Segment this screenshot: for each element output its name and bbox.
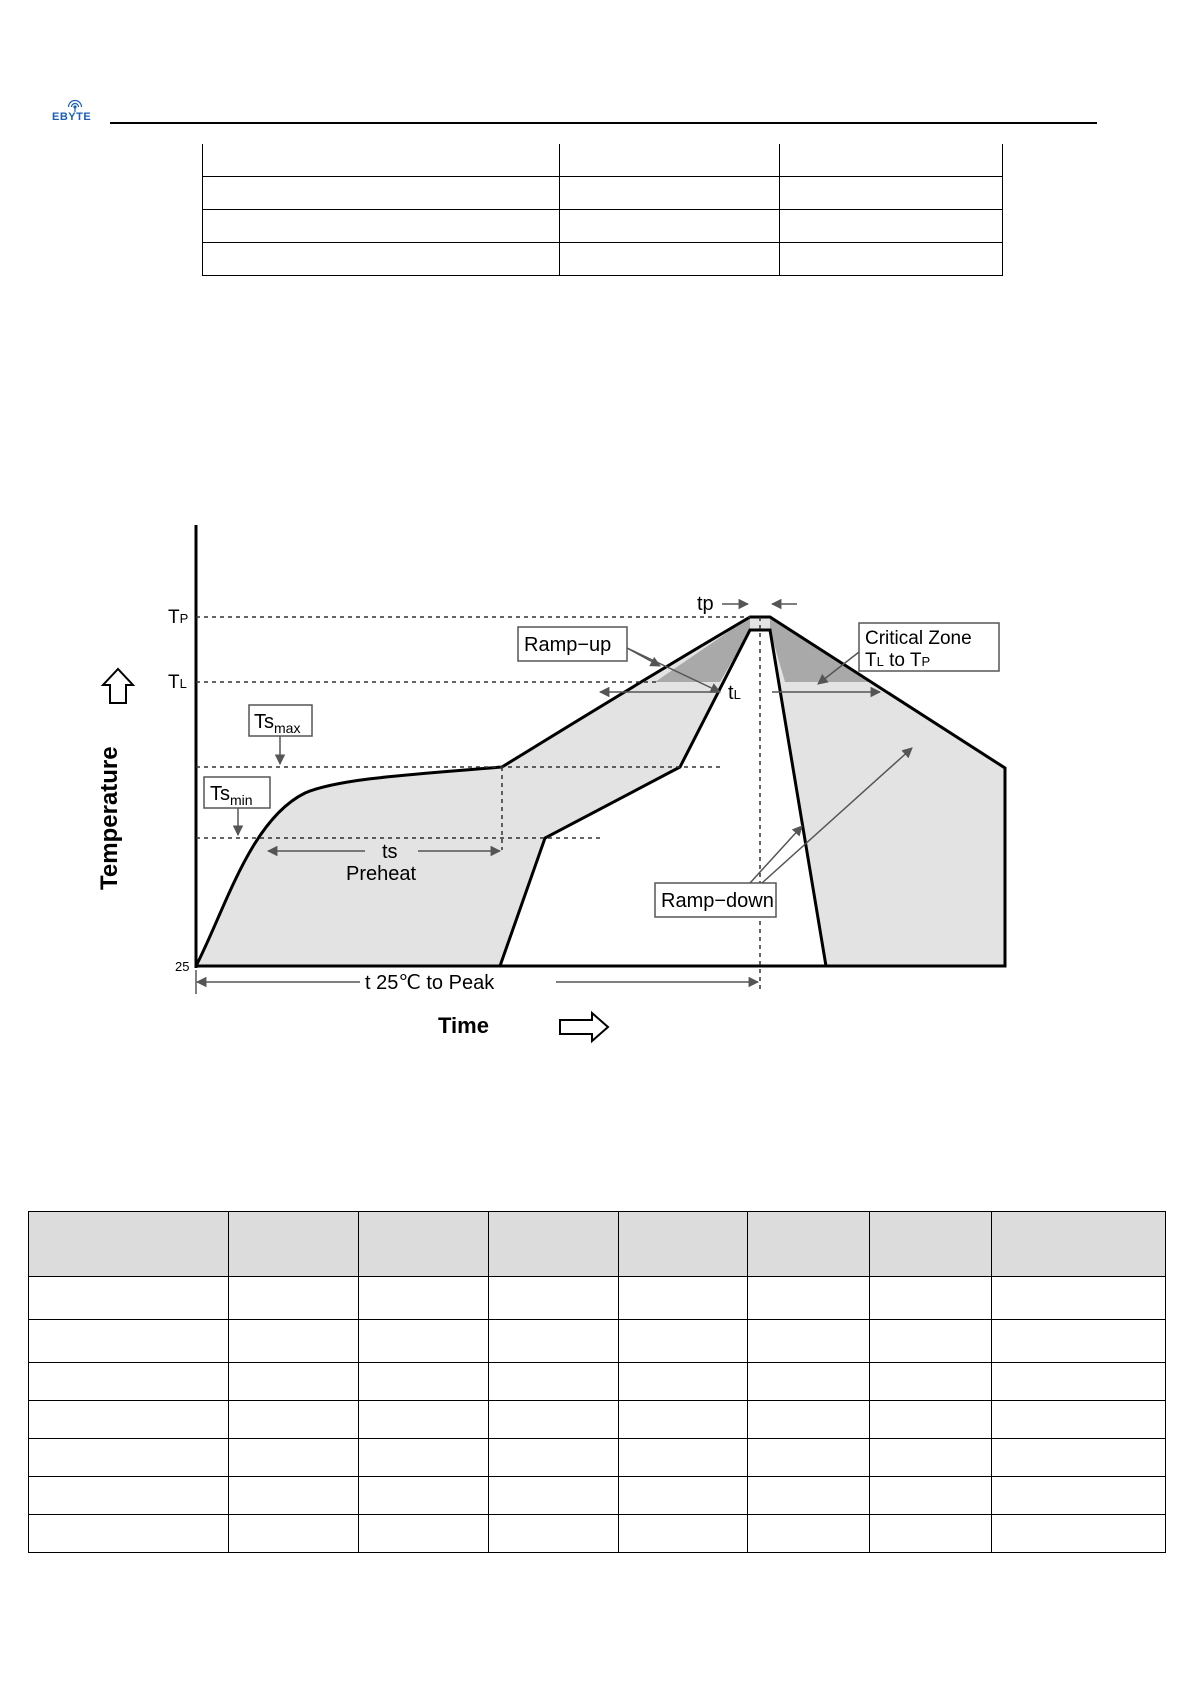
table-cell	[359, 1320, 489, 1363]
table-cell	[748, 1401, 870, 1439]
table-cell	[489, 1515, 619, 1553]
table-row	[203, 144, 1003, 177]
up-arrow-icon	[103, 669, 133, 703]
table-cell	[229, 1363, 359, 1401]
header-cell	[229, 1212, 359, 1277]
table-cell	[619, 1320, 748, 1363]
table-cell	[489, 1320, 619, 1363]
header-cell	[992, 1212, 1166, 1277]
table-row	[29, 1363, 1166, 1401]
table-header-row	[29, 1212, 1166, 1277]
table-cell	[780, 210, 1003, 243]
table-cell	[992, 1477, 1166, 1515]
table-cell	[619, 1477, 748, 1515]
table-cell	[229, 1277, 359, 1320]
tp-label: tp	[697, 593, 714, 615]
table-cell	[748, 1439, 870, 1477]
table-cell	[203, 144, 560, 177]
table-cell	[489, 1277, 619, 1320]
table-cell	[992, 1363, 1166, 1401]
table-cell	[560, 177, 780, 210]
brand-name: EBYTE	[52, 111, 92, 123]
table-cell	[560, 243, 780, 276]
critical-zone-label: Critical Zone	[865, 628, 972, 649]
table-cell	[619, 1277, 748, 1320]
table-cell	[203, 177, 560, 210]
table-cell	[203, 243, 560, 276]
table-cell	[619, 1363, 748, 1401]
table-row	[203, 243, 1003, 276]
table-row	[29, 1401, 1166, 1439]
table-cell	[489, 1439, 619, 1477]
tl-level-label: TL	[168, 672, 187, 693]
table-cell	[359, 1439, 489, 1477]
table-cell	[870, 1277, 992, 1320]
table-row	[29, 1477, 1166, 1515]
table-row	[29, 1439, 1166, 1477]
table-cell	[489, 1477, 619, 1515]
table-cell	[619, 1401, 748, 1439]
reflow-profile-chart	[96, 470, 1080, 1040]
table-cell	[203, 210, 560, 243]
table-cell	[560, 144, 780, 177]
table-row	[29, 1320, 1166, 1363]
table-cell	[489, 1401, 619, 1439]
header-cell	[619, 1212, 748, 1277]
ramp-down-label: Ramp−down	[661, 890, 774, 912]
top-table	[202, 144, 1003, 276]
table-cell	[748, 1320, 870, 1363]
header-cell	[870, 1212, 992, 1277]
table-cell	[870, 1363, 992, 1401]
ramp-up-label: Ramp−up	[524, 634, 612, 656]
table-cell	[780, 144, 1003, 177]
tp-level-label: TP	[168, 607, 189, 628]
table-cell	[229, 1401, 359, 1439]
table-cell	[229, 1439, 359, 1477]
baseline-label: 25	[175, 959, 190, 974]
table-cell	[780, 177, 1003, 210]
table-cell	[870, 1515, 992, 1553]
table-cell	[359, 1477, 489, 1515]
table-cell	[359, 1401, 489, 1439]
tsmax-label: $Ts_{max}$	[254, 711, 301, 736]
table-cell	[29, 1515, 229, 1553]
table-cell	[780, 243, 1003, 276]
table-cell	[29, 1401, 229, 1439]
table-cell	[619, 1439, 748, 1477]
table-row	[203, 210, 1003, 243]
table-cell	[870, 1401, 992, 1439]
table-cell	[29, 1277, 229, 1320]
tl-label: tL	[728, 682, 741, 704]
right-arrow-icon	[560, 1013, 608, 1041]
header-cell	[29, 1212, 229, 1277]
table-cell	[359, 1277, 489, 1320]
table-cell	[870, 1439, 992, 1477]
header-cell	[748, 1212, 870, 1277]
y-axis-label: Temperature	[96, 746, 123, 890]
table-cell	[992, 1515, 1166, 1553]
table-cell	[992, 1320, 1166, 1363]
header-cell	[489, 1212, 619, 1277]
table-cell	[992, 1401, 1166, 1439]
table-cell	[489, 1363, 619, 1401]
ebyte-logo	[52, 98, 98, 126]
wireless-signal-icon	[52, 98, 98, 112]
table-row	[29, 1277, 1166, 1320]
table-cell	[229, 1320, 359, 1363]
table-cell	[748, 1277, 870, 1320]
table-cell	[748, 1363, 870, 1401]
table-row	[203, 177, 1003, 210]
table-cell	[748, 1515, 870, 1553]
ts-label: ts	[382, 841, 398, 863]
table-cell	[29, 1320, 229, 1363]
table-cell	[560, 210, 780, 243]
preheat-label: Preheat	[346, 863, 417, 885]
table-cell	[992, 1439, 1166, 1477]
table-cell	[29, 1477, 229, 1515]
tsmin-label: $Ts_{min}$	[210, 783, 253, 808]
table-cell	[870, 1320, 992, 1363]
table-cell	[229, 1515, 359, 1553]
header-divider	[110, 122, 1097, 124]
table-row	[29, 1515, 1166, 1553]
x-axis-label: Time	[438, 1013, 489, 1038]
table-cell	[748, 1477, 870, 1515]
table-cell	[359, 1515, 489, 1553]
table-cell	[29, 1439, 229, 1477]
critical-zone-range-label: TL to TP	[865, 650, 931, 671]
table-cell	[29, 1363, 229, 1401]
bottom-table	[28, 1211, 1166, 1553]
table-cell	[870, 1477, 992, 1515]
table-cell	[359, 1363, 489, 1401]
header-cell	[359, 1212, 489, 1277]
table-cell	[992, 1277, 1166, 1320]
t25-to-peak-label: t 25℃ to Peak	[365, 972, 495, 994]
table-cell	[229, 1477, 359, 1515]
table-cell	[619, 1515, 748, 1553]
